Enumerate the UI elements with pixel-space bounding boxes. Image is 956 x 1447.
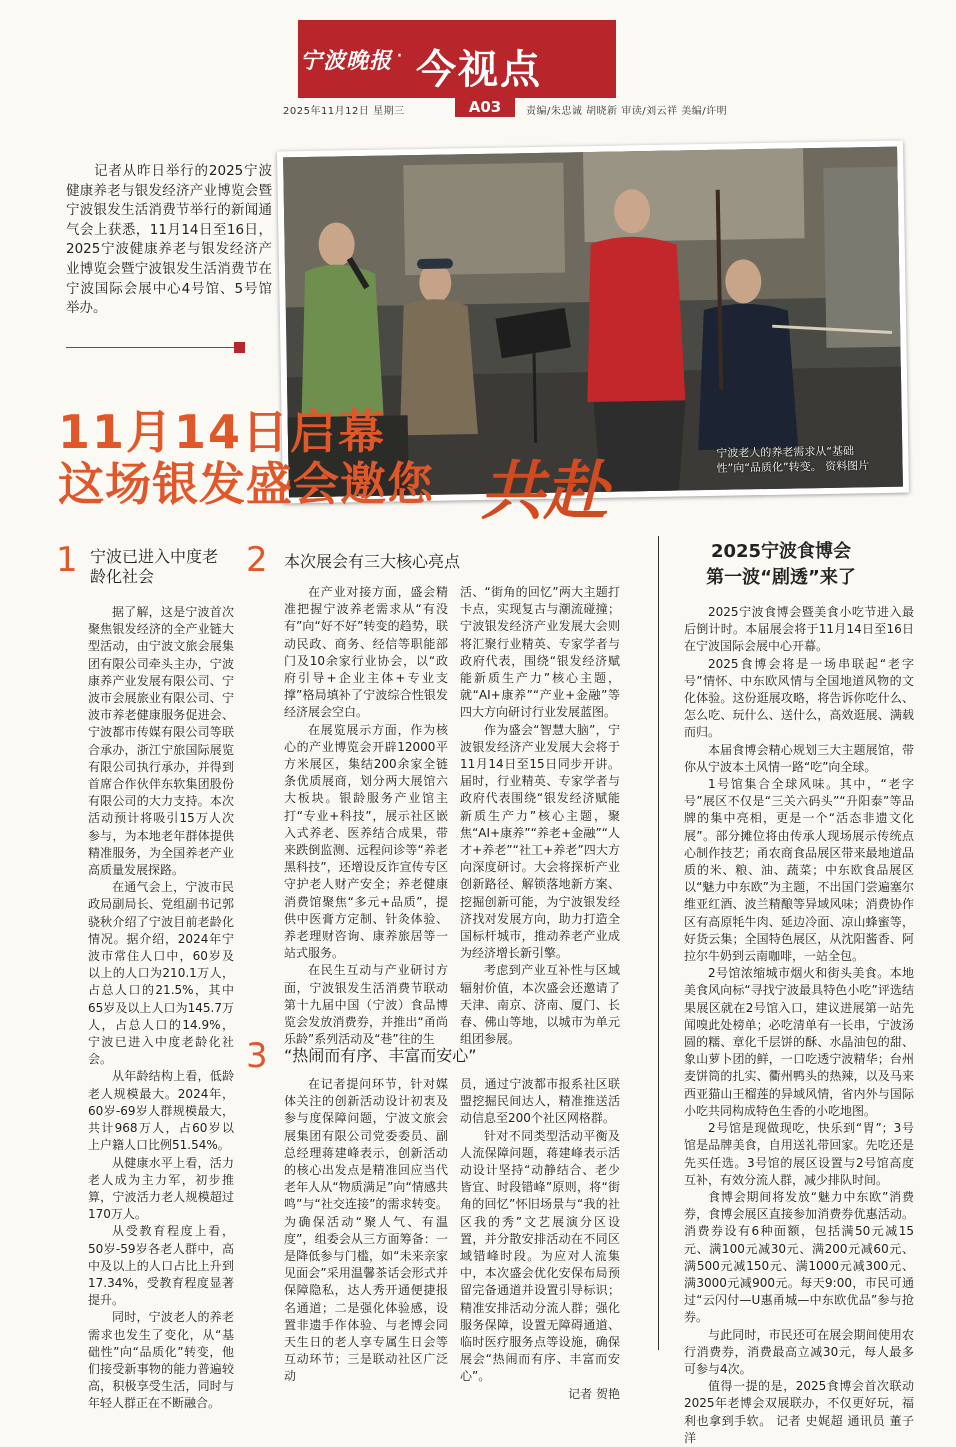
page-number: A03 bbox=[455, 97, 515, 117]
section-1-number: 1 bbox=[56, 540, 78, 580]
section-3-column-1 bbox=[284, 1076, 448, 1384]
section-1-paragraph: 在通气会上，宁波市民政局副局长、党组副书记郭骁秋介绍了宁波目前老龄化情况。据介绍，2024年宁波市常住人口中，60岁及以上的人口为210.1万人，占总人口的21.5%，其中65岁及以上人口为145.7万人，占总人口的14.9%，宁波已进入中度老龄化社会。 bbox=[88, 880, 234, 1067]
section-1-paragraph: 据了解，这是宁波首次聚焦银发经济的全产业链大型活动，由宁波文旅会展集团有限公司牵头主办，宁波康养产业发展有限公司、宁波市会展旅业有限公司、宁波市养老健康服务促进会、宁波都市传媒有限公司等联合承办，浙江宁旅国际展览有限公司执行承办，并得到首席合作伙伴东软集团股份有限公司的大力支持。本次活动预计将吸引15万人次参与，为本地老年群体提供精准服务，为全国养老产业高质量发展探路。 bbox=[88, 605, 234, 878]
editors-line: 责编/朱忠诚 胡晓新 审读/刘云祥 美编/许明 bbox=[526, 106, 728, 117]
lead-paragraph: 记者从昨日举行的2025宁波健康养老与银发经济产业博览会暨宁波银发生活消费节举行的新闻通气会上获悉，11月14日至16日，2025宁波健康养老与银发经济产业博览会暨宁波银发生活消费节在宁波国际会展中心4号馆、5号馆举办。 bbox=[66, 163, 272, 317]
right-column-body bbox=[684, 604, 914, 1445]
section-2-paragraph: 在民生互动与产业研讨方面，宁波银发生活消费节联动第十九届中国（宁波）食品博览会发放消费券，并推出“甬尚乐龄”系列活动及“巷”往的生 bbox=[284, 963, 448, 1047]
section-1-title: 宁波已进入中度老龄化社会 bbox=[90, 547, 219, 586]
right-column-paragraph: 食博会期间将发放“魅力中东欧”消费券，食博会展区直接参加消费券优惠活动。消费券设有6种面额，包括满50元减15元、满100元减30元、满200元减60元、满500元减150元、满1000元减300元、满3000元减900元。每天9:00，市民可通过“云闪付—U惠甬城—中东欧优品”参与抢券。 bbox=[684, 1189, 914, 1325]
section-3-paragraph: 针对不同类型活动平衡及人流保障问题，蒋建峰表示活动设计坚持“动静结合、老少皆宜、时段错峰”原则，将“街角的回忆”怀旧场景与“我的社区我的秀”文艺展演分区设置，并分散安排活动在不同区域错峰时段。为应对人流集中，本次盛会优化安保布局预留完备通道并设置引导标识；精准安排活动分流人群；强化服务保障，设置无障碍通道、临时医疗服务点等设施，确保展会“热闹而有序、丰富而安心”。 bbox=[460, 1128, 620, 1384]
right-column-paragraph: 2025食博会将是一场串联起“老字号”情怀、中东欧风情与全国地道风物的文化体验。这份逛展攻略，将告诉你吃什么、怎么吃、玩什么、送什么，高效逛展、满载而归。 bbox=[684, 656, 914, 740]
right-column-paragraph: 2号馆是现做现吃，快乐到“胃”；3号馆是品牌美食，自用送礼带回家。先吃还是先买任选。3号馆的展区设置与2号馆高度互补，有效分流人群，减少排队时间。 bbox=[684, 1121, 914, 1187]
section-1-paragraph: 从受教育程度上看，50岁-59岁各老人群中，高中及以上的人口占比上升到17.34%，受教育程度显著提升。 bbox=[88, 1224, 234, 1308]
issue-date: 2025年11月12日 星期三 bbox=[283, 106, 405, 117]
section-1-paragraph: 从年龄结构上看，低龄老人规模最大。2024年，60岁-69岁人群规模最大，共计968万人，占60岁以上户籍人口比例51.54%。 bbox=[88, 1069, 234, 1153]
section-2-column-2 bbox=[460, 584, 620, 1047]
section-1-paragraph: 从健康水平上看，活力老人成为主力军，初步推算，宁波活力老人规模超过170万人。 bbox=[88, 1155, 234, 1222]
section-3-paragraph: 在记者提问环节，针对媒体关注的创新活动设计初衷及参与度保障问题，宁波文旅会展集团有限公司党委委员、副总经理蒋建峰表示，创新活动的核心出发点是精准回应当代老年人从“物质满足”向“情感共鸣”与“社交连接”的需求转变。为确保活动“聚人气、有温度”，组委会从三方面筹备：一是降低参与门槛，如“未来亲家见面会”采用温馨茶话会形式并保障隐私，达人秀开通便捷报名通道；二是强化体验感，设置非遗手作体验、与老博会同天生日的老人享专属生日会等互动环节；三是联动社区广泛动 bbox=[284, 1077, 448, 1384]
right-column-title-2: 第一波“剧透”来了 bbox=[706, 567, 856, 588]
headline-line-2: 这场银发盛会邀您 bbox=[58, 457, 434, 511]
section-3-number: 3 bbox=[246, 1036, 268, 1076]
section-2-paragraph: 考虑到产业互补性与区域辐射价值，本次盛会还邀请了天津、南京、济南、厦门、长春、佛山等地，以城市为单元组团参展。 bbox=[460, 963, 620, 1047]
section-1-body bbox=[88, 604, 234, 1411]
section-3-column-2 bbox=[460, 1076, 620, 1401]
headline-script-word: 共赴 bbox=[480, 454, 608, 529]
masthead-dot: · bbox=[396, 44, 403, 69]
right-column-paragraph: 2025宁波食博会暨美食小吃节进入最后倒计时。本届展会将于11月14日至16日在宁波国际会展中心开幕。 bbox=[684, 605, 914, 654]
right-column-paragraph: 1号馆集合全球风味。其中，“老字号”展区不仅是“三关六码头”“升阳泰”等品牌的集中亮相，更是一个“活态非遗文化展”。部分摊位将由传承人现场展示传统点心制作技艺；甬农商食品展区带来最地道品质的米、粮、油、蔬菜；中东欧食品展区以“魅力中东欧”为主题，不出国门尝遍塞尔维亚红酒、波兰精酿等异域风味；消费协作区有高原牦牛肉、延边冷面、凉山蜂蜜等，好货云集；全国特色展区，从沈阳酱香、阿拉尔牛奶到云南咖啡，一站全包。 bbox=[684, 777, 914, 964]
section-2-column-1 bbox=[284, 584, 448, 1047]
section-2-paragraph: 作为盛会“智慧大脑”，宁波银发经济产业发展大会将于11月14日至15日同步开讲。届时，行业精英、专家学者与政府代表围绕“银发经济赋能新质生产力”核心主题，聚焦“AI+康养”“养老+金融”“人才+养老”“社工+养老”四大方向深度研讨。大会将探析产业创新路径、解锁落地新方案、挖掘创新可能，为宁波银发经济找对发展方向，助力打造全国标杆城市，推动养老产业成为经济增长新引擎。 bbox=[460, 722, 620, 961]
right-column-paragraph: 与此同时，市民还可在展会期间使用农行消费券，消费最高立减30元，每人最多可参与4次。 bbox=[684, 1327, 914, 1376]
right-column-paragraph: 本届食博会精心规划三大主题展馆，带你从宁波本土风情一路“吃”向全球。 bbox=[684, 742, 914, 774]
section-title: 今视点 bbox=[416, 47, 542, 93]
section-3-title: “热闹而有序、丰富而安心” bbox=[284, 1046, 477, 1065]
section-3-paragraph: 员，通过宁波都市报系社区联盟挖掘民间达人，精准推送活动信息至200个社区网格群。 bbox=[460, 1077, 620, 1126]
section-2-number: 2 bbox=[246, 540, 268, 580]
right-column-paragraph: 值得一提的是，2025食博会首次联动2025年老博会双展联办，不仅更好玩，福利也拿到手软。 记者 史娓超 通讯员 董子洋 bbox=[684, 1379, 914, 1445]
headline-line-1: 11月14日启幕 bbox=[58, 405, 387, 459]
section-2-paragraph: 在展览展示方面，作为核心的产业博览会开辟12000平方米展区，集结200余家全链条优质展商，划分两大展馆六大板块。银龄服务产业馆主打“专业+科技”，展示社区嵌入式养老、医养结合成果，带来跌倒监测、远程问诊等“养老黑科技”，还增设反诈宣传专区守护老人财产安全；养老健康消费馆聚焦“多元+品质”，提供中医膏方定制、针灸体验、养老理财咨询、康养旅居等一站式服务。 bbox=[284, 722, 448, 961]
lead-rule bbox=[66, 347, 242, 348]
section-2-paragraph: 在产业对接方面，盛会精准把握宁波养老需求从“有没有”向“好不好”转变的趋势，联动民政、商务、经信等职能部门及10余家行业协会，以“政府引导+企业主体+专业支撑”格局填补了宁波综合性银发经济展会空白。 bbox=[284, 585, 448, 720]
right-column-paragraph: 2号馆浓缩城市烟火和街头美食。本地美食风向标“寻找宁波最具特色小吃”评选结果展区就在2号馆入口，建议进展第一站先闻嗅此处榜单；必吃清单有一长串，宁波汤圆的糯、章化千层饼的酥、水晶油包的甜、象山萝卜团的鲜，一口吃透宁波精华；台州麦饼筒的扎实、衢州鸭头的热辣，以及马来西亚猫山王榴莲的异域风情，省内外与国际小吃共同构成特色生香的小吃地图。 bbox=[684, 966, 914, 1118]
column-divider bbox=[658, 536, 659, 1350]
section-3-byline: 记者 贺艳 bbox=[568, 1386, 620, 1401]
lead-square-marker bbox=[234, 342, 245, 353]
section-2-paragraph: 活、“街角的回忆”两大主题打卡点，实现复古与潮流碰撞；宁波银发经济产业发展大会则将汇聚行业精英、专家学者与政府代表，围绕“银发经济赋能新质生产力”核心主题，就“AI+康养”“产业+金融”等四大方向研讨行业发展蓝图。 bbox=[460, 585, 620, 720]
masthead-brand: 宁波晚报 bbox=[300, 48, 393, 74]
photo-caption: 宁波老人的养老需求从“基础性”向“品质化”转变。 资料图片 bbox=[716, 444, 870, 475]
right-column-title-1: 2025宁波食博会 bbox=[710, 541, 852, 562]
section-2-title: 本次展会有三大核心亮点 bbox=[284, 552, 461, 571]
section-1-paragraph: 同时，宁波老人的养老需求也发生了变化，从“基础性”向“品质化”转变，他们接受新事物的能力普遍较高，积极享受生活，同时与年轻人群正在不断融合。 bbox=[88, 1310, 234, 1411]
